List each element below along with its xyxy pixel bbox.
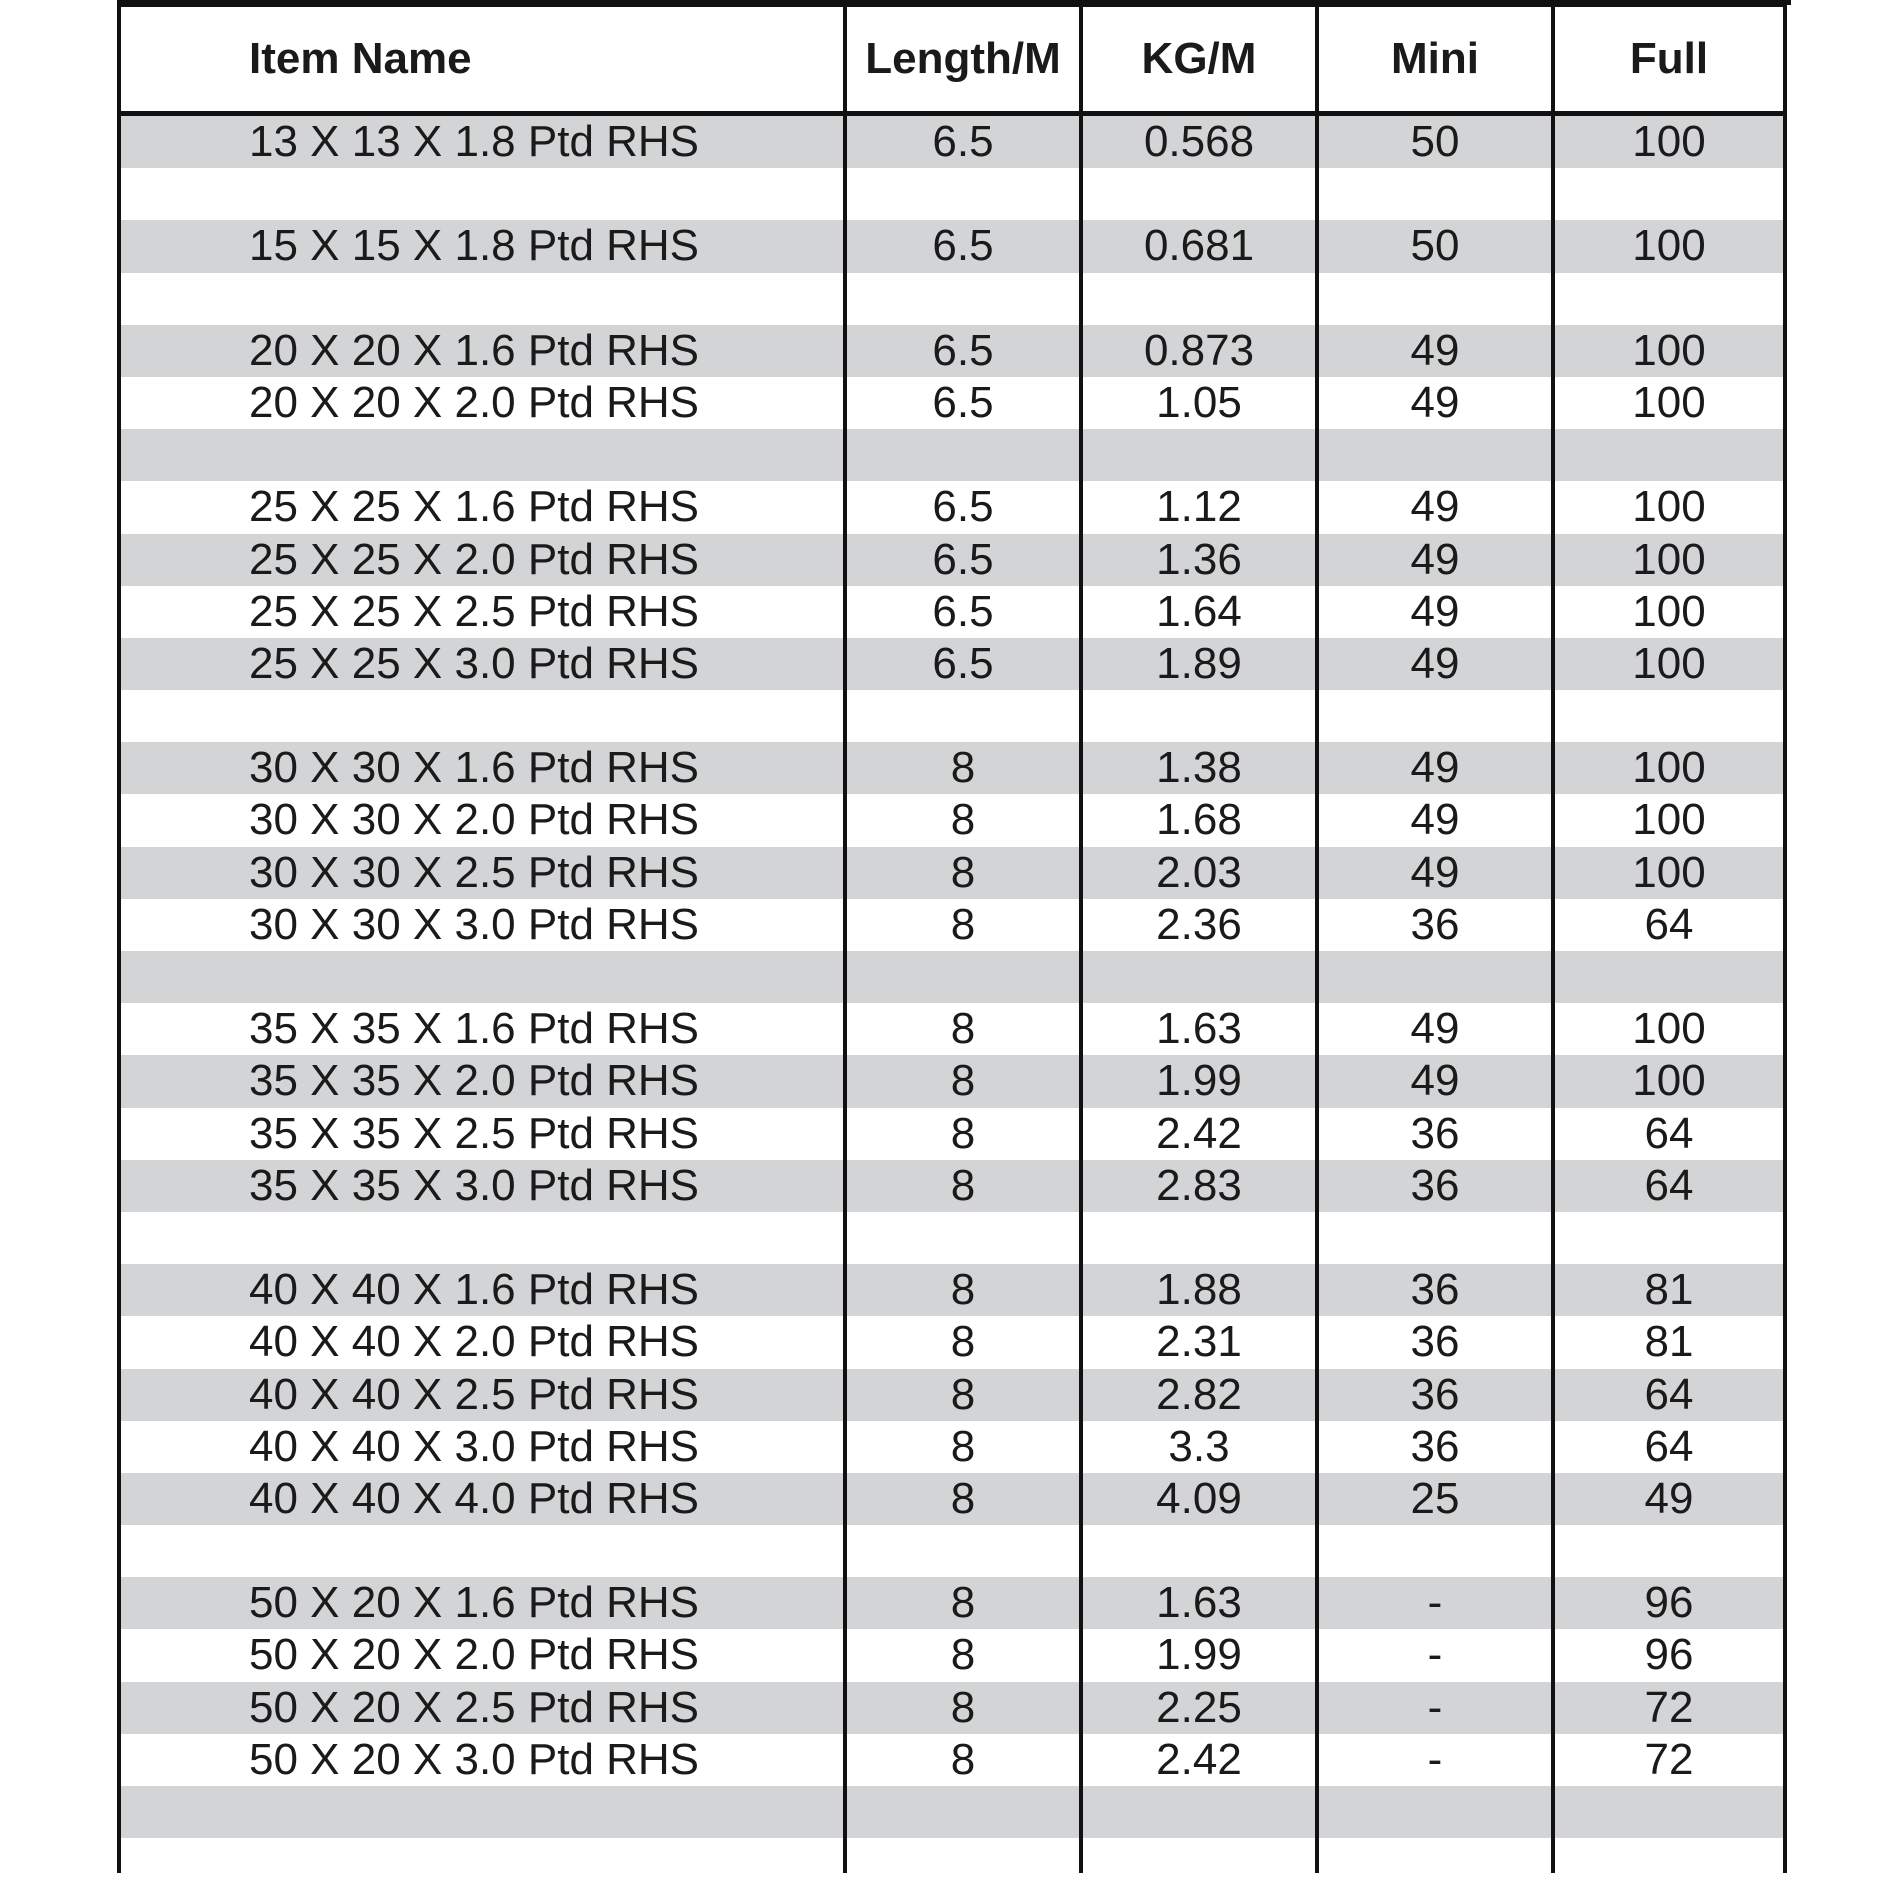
rhs-product-table [117,0,1787,1873]
cell-length [847,1212,1079,1264]
cell-length: 8 [950,1160,976,1210]
column-divider [1079,7,1083,1873]
table-row [121,1160,1783,1212]
cell-item-name [121,1525,843,1577]
table-row [121,168,1783,220]
table-row [121,273,1783,325]
table-row [121,638,1783,690]
cell-kg-per-m [1083,690,1315,742]
cell-kg-per-m: 1.68 [1156,795,1242,845]
cell-mini: 49 [1410,1056,1460,1106]
cell-length: 8 [950,1317,976,1367]
cell-full [1555,429,1783,481]
cell-mini: 25 [1410,1473,1460,1523]
cell-mini: 49 [1410,325,1460,375]
cell-full: 72 [1644,1682,1694,1732]
cell-kg-per-m: 1.36 [1156,534,1242,584]
cell-kg-per-m: 0.568 [1143,117,1255,166]
cell-length: 8 [950,1421,976,1471]
cell-item-name: 35 X 35 X 3.0 Ptd RHS [249,1160,700,1210]
cell-length: 6.5 [932,117,994,166]
cell-mini: 50 [1410,221,1460,271]
table-row [121,1473,1783,1525]
cell-length: 8 [950,795,976,845]
cell-length: 8 [950,847,976,897]
cell-length: 8 [950,1578,976,1628]
cell-item-name: 40 X 40 X 1.6 Ptd RHS [249,1265,700,1315]
cell-mini: 36 [1410,1317,1460,1367]
cell-full [1555,951,1783,1003]
table-header-row [121,7,1783,116]
cell-item-name [121,1212,843,1264]
cell-full: 100 [1632,847,1706,897]
cell-mini: 36 [1410,1160,1460,1210]
cell-kg-per-m: 0.681 [1143,221,1255,271]
cell-length: 8 [950,899,976,949]
cell-full: 81 [1644,1317,1694,1367]
cell-full: 64 [1644,899,1694,949]
header-length: Length/M [865,34,1061,83]
cell-length: 8 [950,743,976,793]
cell-item-name: 40 X 40 X 2.5 Ptd RHS [249,1369,700,1419]
table-row [121,586,1783,638]
cell-mini: 50 [1410,117,1460,166]
cell-item-name: 50 X 20 X 2.0 Ptd RHS [249,1630,700,1680]
cell-item-name [121,951,843,1003]
cell-length [847,1525,1079,1577]
cell-length: 8 [950,1056,976,1106]
cell-kg-per-m [1083,1786,1315,1838]
table-row [121,951,1783,1003]
cell-item-name [121,273,843,325]
cell-kg-per-m [1083,1525,1315,1577]
cell-full: 100 [1632,638,1706,688]
cell-kg-per-m: 1.63 [1156,1004,1242,1054]
cell-kg-per-m: 1.88 [1156,1265,1242,1315]
cell-mini: 49 [1410,743,1460,793]
cell-kg-per-m: 1.38 [1156,743,1242,793]
cell-item-name: 40 X 40 X 3.0 Ptd RHS [249,1421,700,1471]
cell-length: 6.5 [932,586,994,636]
table-row [121,1108,1783,1160]
table-row [121,1264,1783,1316]
cell-full: 100 [1632,743,1706,793]
cell-kg-per-m: 2.36 [1156,899,1242,949]
cell-full: 72 [1644,1734,1694,1784]
cell-length: 6.5 [932,325,994,375]
table-row [121,1838,1783,1890]
cell-item-name [121,1838,843,1890]
table-body [121,116,1783,1890]
cell-length: 8 [950,1473,976,1523]
cell-mini: - [1427,1630,1443,1680]
cell-item-name [121,168,843,220]
table-row [121,1629,1783,1681]
cell-full: 100 [1632,795,1706,845]
cell-mini [1319,690,1551,742]
cell-full: 100 [1632,117,1706,166]
cell-kg-per-m [1083,1212,1315,1264]
cell-kg-per-m: 2.82 [1156,1369,1242,1419]
cell-item-name: 50 X 20 X 1.6 Ptd RHS [249,1578,700,1628]
cell-kg-per-m: 2.42 [1156,1108,1242,1158]
cell-mini: - [1427,1578,1443,1628]
table-row [121,377,1783,429]
cell-full: 49 [1644,1473,1694,1523]
cell-length [847,429,1079,481]
cell-kg-per-m [1083,951,1315,1003]
cell-kg-per-m [1083,168,1315,220]
column-divider [1315,7,1319,1873]
cell-item-name: 40 X 40 X 2.0 Ptd RHS [249,1317,700,1367]
cell-full: 64 [1644,1421,1694,1471]
cell-full: 100 [1632,325,1706,375]
cell-item-name: 25 X 25 X 1.6 Ptd RHS [249,482,700,532]
cell-length: 8 [950,1265,976,1315]
cell-mini [1319,273,1551,325]
cell-kg-per-m: 2.83 [1156,1160,1242,1210]
cell-full [1555,273,1783,325]
cell-length [847,168,1079,220]
cell-item-name: 50 X 20 X 2.5 Ptd RHS [249,1682,700,1732]
cell-item-name [121,429,843,481]
cell-item-name: 25 X 25 X 2.0 Ptd RHS [249,534,700,584]
cell-mini [1319,951,1551,1003]
cell-full [1555,1838,1783,1890]
cell-mini: 36 [1410,1421,1460,1471]
cell-kg-per-m: 3.3 [1168,1421,1230,1471]
cell-length [847,1838,1079,1890]
table-row [121,1055,1783,1107]
table-row [121,1525,1783,1577]
cell-kg-per-m: 1.63 [1156,1578,1242,1628]
cell-kg-per-m: 1.99 [1156,1056,1242,1106]
cell-length: 8 [950,1004,976,1054]
cell-mini: 49 [1410,847,1460,897]
cell-item-name: 40 X 40 X 4.0 Ptd RHS [249,1473,700,1523]
cell-mini: - [1427,1734,1443,1784]
cell-kg-per-m [1083,1838,1315,1890]
cell-mini: 49 [1410,1004,1460,1054]
table-row [121,1212,1783,1264]
table-row [121,1577,1783,1629]
cell-full: 100 [1632,482,1706,532]
cell-length: 8 [950,1682,976,1732]
cell-full: 100 [1632,221,1706,271]
cell-full: 64 [1644,1160,1694,1210]
cell-kg-per-m: 1.99 [1156,1630,1242,1680]
cell-full [1555,1525,1783,1577]
cell-item-name: 13 X 13 X 1.8 Ptd RHS [249,117,700,166]
cell-full: 100 [1632,534,1706,584]
table-row [121,220,1783,272]
cell-full: 96 [1644,1630,1694,1680]
cell-mini: 49 [1410,795,1460,845]
header-item-name: Item Name [249,34,472,83]
cell-mini: 49 [1410,534,1460,584]
cell-full: 100 [1632,377,1706,427]
table-top-border-thin [1311,0,1791,5]
cell-item-name: 35 X 35 X 2.5 Ptd RHS [249,1108,700,1158]
table-row [121,116,1783,168]
cell-item-name: 30 X 30 X 1.6 Ptd RHS [249,743,700,793]
table-row [121,325,1783,377]
cell-item-name: 25 X 25 X 2.5 Ptd RHS [249,586,700,636]
cell-item-name: 30 X 30 X 3.0 Ptd RHS [249,899,700,949]
cell-item-name: 30 X 30 X 2.0 Ptd RHS [249,795,700,845]
cell-item-name [121,1786,843,1838]
table-row [121,534,1783,586]
cell-full: 64 [1644,1108,1694,1158]
cell-item-name: 25 X 25 X 3.0 Ptd RHS [249,638,700,688]
cell-kg-per-m [1083,429,1315,481]
cell-mini [1319,429,1551,481]
cell-item-name: 20 X 20 X 2.0 Ptd RHS [249,377,700,427]
cell-mini: 36 [1410,899,1460,949]
cell-length: 8 [950,1369,976,1419]
cell-full: 96 [1644,1578,1694,1628]
cell-mini: 49 [1410,638,1460,688]
table-row [121,429,1783,481]
cell-length: 6.5 [932,534,994,584]
cell-kg-per-m: 2.31 [1156,1317,1242,1367]
cell-full [1555,168,1783,220]
cell-mini [1319,1786,1551,1838]
column-divider [1551,7,1555,1873]
table-row [121,1316,1783,1368]
cell-kg-per-m: 1.89 [1156,638,1242,688]
cell-item-name: 30 X 30 X 2.5 Ptd RHS [249,847,700,897]
cell-full [1555,690,1783,742]
table-row [121,742,1783,794]
cell-length: 8 [950,1108,976,1158]
cell-length: 6.5 [932,221,994,271]
cell-item-name: 50 X 20 X 3.0 Ptd RHS [249,1734,700,1784]
table-row [121,1734,1783,1786]
table-row [121,1421,1783,1473]
table-row [121,1003,1783,1055]
cell-length [847,951,1079,1003]
cell-full: 100 [1632,1004,1706,1054]
cell-mini: 36 [1410,1108,1460,1158]
table-row [121,1786,1783,1838]
cell-kg-per-m [1083,273,1315,325]
cell-mini: 36 [1410,1369,1460,1419]
cell-full: 100 [1632,1056,1706,1106]
cell-length [847,690,1079,742]
cell-item-name [121,690,843,742]
table-row [121,1682,1783,1734]
cell-length [847,273,1079,325]
table-row [121,899,1783,951]
cell-length: 8 [950,1630,976,1680]
cell-mini: 49 [1410,482,1460,532]
header-full: Full [1629,34,1709,83]
cell-kg-per-m: 1.05 [1156,377,1242,427]
table-row [121,481,1783,533]
cell-full: 64 [1644,1369,1694,1419]
cell-mini [1319,1838,1551,1890]
header-mini: Mini [1391,34,1479,83]
cell-mini: 49 [1410,377,1460,427]
cell-full [1555,1786,1783,1838]
cell-mini: 36 [1410,1265,1460,1315]
cell-mini: - [1427,1682,1443,1732]
cell-kg-per-m: 1.12 [1156,482,1242,532]
cell-kg-per-m: 1.64 [1156,586,1242,636]
cell-length: 6.5 [932,482,994,532]
cell-item-name: 15 X 15 X 1.8 Ptd RHS [249,221,700,271]
cell-mini [1319,168,1551,220]
cell-kg-per-m: 0.873 [1143,325,1255,375]
cell-kg-per-m: 2.25 [1156,1682,1242,1732]
cell-mini [1319,1525,1551,1577]
cell-full [1555,1212,1783,1264]
cell-item-name: 20 X 20 X 1.6 Ptd RHS [249,325,700,375]
cell-kg-per-m: 4.09 [1156,1473,1242,1523]
column-divider [843,7,847,1873]
cell-full: 100 [1632,586,1706,636]
cell-kg-per-m: 2.03 [1156,847,1242,897]
table-row [121,847,1783,899]
cell-item-name: 35 X 35 X 1.6 Ptd RHS [249,1004,700,1054]
header-kg-per-m: KG/M [1141,34,1257,83]
cell-length [847,1786,1079,1838]
cell-length: 8 [950,1734,976,1784]
table-row [121,1369,1783,1421]
table-row [121,794,1783,846]
cell-length: 6.5 [932,638,994,688]
cell-mini [1319,1212,1551,1264]
table-row [121,690,1783,742]
cell-full: 81 [1644,1265,1694,1315]
cell-length: 6.5 [932,377,994,427]
cell-kg-per-m: 2.42 [1156,1734,1242,1784]
cell-item-name: 35 X 35 X 2.0 Ptd RHS [249,1056,700,1106]
cell-mini: 49 [1410,586,1460,636]
